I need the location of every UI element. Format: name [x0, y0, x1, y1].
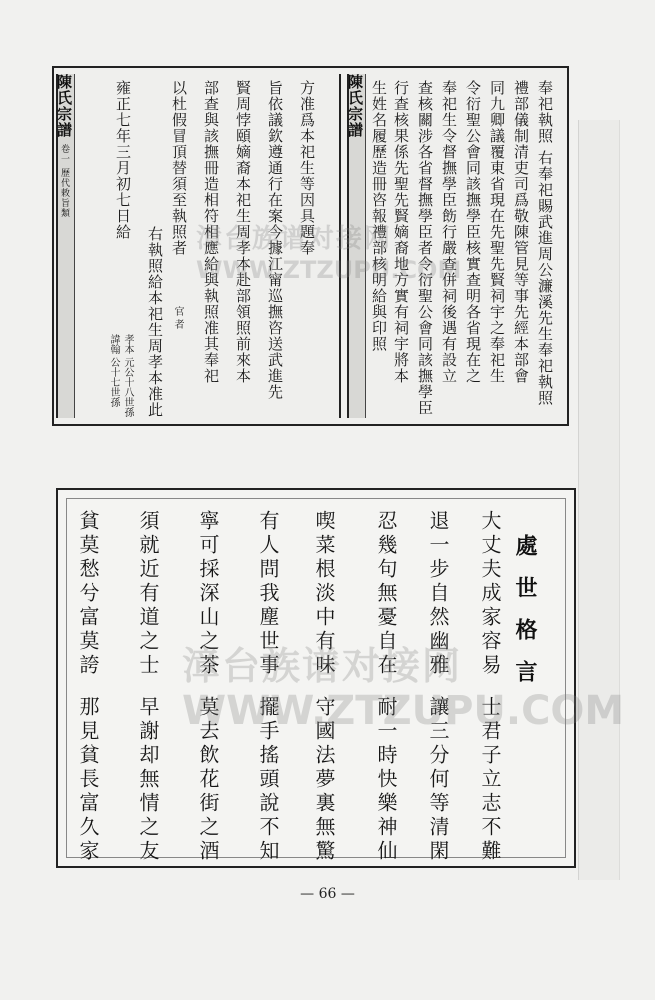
left-page-column: 右執照給本祀生周孝本准此: [146, 226, 164, 418]
maxim-lower: 那見貧長富久家: [76, 696, 100, 864]
right-page-column: 奉祀生令督撫學臣飭行嚴查併祠後遇有設立: [440, 80, 458, 384]
maxim-column: [254, 510, 283, 864]
maxim-upper: 忍幾句無憂自在: [374, 510, 398, 678]
maxim-column: [372, 510, 401, 864]
maxims-title: 處世格言: [512, 534, 538, 702]
maxim-column: [134, 510, 163, 864]
right-page-column: 行查核果係先聖先賢嫡裔地方實有祠宇將本: [392, 80, 410, 384]
maxim-upper: 須就近有道之士: [136, 510, 160, 678]
watermark-url: WWW.ZTZUPU.COM: [182, 688, 625, 734]
maxim-upper: 退一步自然幽雅: [426, 510, 450, 678]
maxim-lower: 守國法夢裏無驚: [312, 696, 336, 864]
left-page-column: 部查與該撫冊造相符相應給與執照准其奉祀: [202, 80, 220, 384]
right-page-column: 奉祀執照 右奉祀賜武進周公濂溪先生奉祀執照: [536, 80, 554, 406]
maxim-column: [476, 510, 505, 864]
watermark-text: 漳台族谱对接网: [182, 644, 463, 688]
left-page-note: 諱翰 公十七世孫: [108, 334, 119, 408]
left-page-column: 以杜假冒頂替須至執照者: [170, 80, 188, 256]
maxim-column: [310, 510, 339, 864]
maxims-box: [56, 488, 576, 868]
right-page-column: 查核關涉各省督撫學臣者令衍聖公會同該撫學臣: [416, 80, 434, 416]
maxim-upper: 喫菜根淡中有味: [312, 510, 336, 678]
spine-left-subtitle: 卷一 歷代敕旨類: [59, 144, 69, 218]
spine-right-title: 陳氏宗譜: [346, 74, 364, 138]
left-page-column: 旨依議欽遵通行在案今據江甯巡撫咨送武進先: [266, 80, 284, 400]
next-page-edge: [578, 120, 620, 880]
watermark-url: WWW.ZTZUPU.COM: [196, 256, 462, 284]
maxim-upper: 貧莫愁兮富莫誇: [76, 510, 100, 678]
maxim-lower: 讓三分何等清閑: [426, 696, 450, 864]
maxim-upper: 寧可採深山之茶: [196, 510, 220, 678]
page-number: — 66 —: [300, 886, 355, 902]
spine-left-title: 陳氏宗譜: [55, 74, 73, 138]
left-page-date: 雍正七年三月初七日給: [114, 80, 132, 240]
right-page-column: 生姓名履歷造冊咨報禮部核明給與印照: [370, 80, 388, 352]
maxim-lower: 早謝却無情之友: [136, 696, 160, 864]
maxim-upper: 有人問我塵世事: [256, 510, 280, 678]
genealogy-page-scan: [52, 66, 569, 426]
maxim-column: [424, 510, 453, 864]
maxim-column: [74, 510, 103, 864]
maxim-lower: 士君子立志不難: [478, 696, 502, 864]
left-page-column: 賢周悖頤嫡裔本祀生周孝本赴部領照前來本: [234, 80, 252, 384]
page-gutter: [339, 74, 341, 418]
left-page-column: 方准爲本祀生等因具題奉: [298, 80, 316, 256]
right-page-column: 令衍聖公會同該撫學臣核實查明各省現在之: [464, 80, 482, 384]
spine-left: [54, 74, 74, 418]
maxim-column: [194, 510, 223, 864]
spine-right: [345, 74, 365, 418]
right-page-column: 禮部儀制清吏司爲敬陳管見等事先經本部會: [512, 80, 530, 384]
left-page-note: 孝本 元公十八世孫: [122, 334, 133, 418]
maxim-lower: 耐一時快樂神仙: [374, 696, 398, 864]
maxim-upper: 大丈夫成家容易: [478, 510, 502, 678]
maxim-lower: 莫去飲花街之酒: [196, 696, 220, 864]
watermark-text: 漳台族谱对接网: [196, 224, 393, 254]
left-page-note: 官 者: [172, 306, 183, 330]
maxim-lower: 擺手搖頭說不知: [256, 696, 280, 864]
right-page-column: 同九卿議覆東省現在先聖先賢祠宇之奉祀生: [488, 80, 506, 384]
